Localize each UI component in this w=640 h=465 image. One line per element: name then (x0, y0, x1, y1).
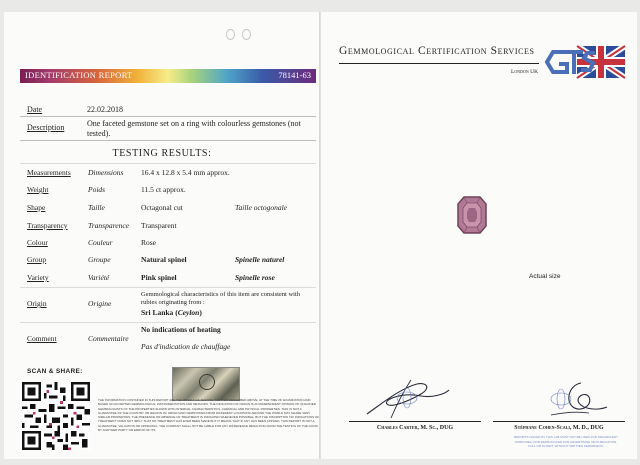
result-row-group (4, 251, 320, 269)
row-value: Octagonal cut (141, 203, 183, 212)
qr-code-icon[interactable] (22, 382, 90, 450)
row-label-fr: Variété (88, 273, 110, 282)
union-flag-icon (577, 46, 625, 78)
row-label: Colour (27, 238, 48, 247)
testing-results-heading: TESTING RESULTS: (112, 148, 212, 159)
signature-cohen-scali (531, 377, 611, 421)
row-value-fr: Spinelle naturel (235, 255, 285, 264)
origin-country-fr: Ceylon (177, 308, 200, 317)
punch-hole (242, 29, 251, 40)
row-label: Variety (27, 273, 49, 282)
gemstone-photo (456, 195, 488, 235)
report-left-page (4, 12, 320, 459)
row-label-fr: Dimensions (88, 168, 124, 177)
origin-country: Sri Lanka (141, 308, 174, 317)
row-label-fr: Groupe (88, 255, 111, 264)
date-value: 22.02.2018 (87, 105, 123, 114)
row-label: Comment (27, 334, 57, 343)
result-row-colour (4, 234, 320, 252)
row-value: 16.4 x 12.8 x 5.4 mm approx. (141, 168, 230, 177)
punch-hole (226, 29, 235, 40)
row-label: Weight (27, 185, 49, 194)
row-label-fr: Taille (88, 203, 105, 212)
lab-name: Gemmological Certification Services (339, 45, 535, 57)
comment-value-fr: Pas d'indication de chauffage (141, 342, 231, 351)
signatory-name: Charles Carter, M. Sc., DUG (376, 425, 454, 431)
row-label: Transparency (27, 221, 68, 230)
result-row-transparency (4, 217, 320, 235)
row-label-fr: Origine (88, 299, 112, 308)
divider (20, 140, 316, 141)
report-banner (20, 69, 316, 83)
divider (20, 116, 316, 117)
description-label: Description (27, 123, 65, 132)
disclaimer-text: THE INFORMATION CONTAINED IN THIS REPORT ARE THE RESULT OF TESTING THE ITEM DESCRIBED ABOVE, AT THE TIME OF EXAMINATION AND BASED ON ACCEPTED GEMMOLOGICAL INSTRUMENTATION AND METHODS. THE INDICATION OF ORIGIN IS AN INDEPENDENT OPINION OF QUALIFIED GEMMOLOGISTS OF THE PROPERTIES SHOWN WITH INTERNAL CHARACTERISTICS, CHEMICAL AND PHYSICAL PROPERTIES. THIS IS NOT A GUARANTEE OF THE COUNTRY OR REGION OF ORIGIN AND GEMSTONES FROM DIFFERENT LOCATIONS AROUND THE WORLD MAY SHARE VERY SIMILAR PROPERTIES. THE PRESENCE OR ABSENCE OF TREATMENT IS INDICATED WHENEVER POSSIBLE, BUT THE INSCRIPTION 'NO INDICATIONS OF TREATMENT' DOES NOT IMPLY THAT NO TREATMENT HAS EVER BEEN MADE BUT IT MEANS THAT IF ANY HAS BEEN APPLIED, THIS REPORT IS NOT A GUARANTEE, VALUATION OR APPRAISAL. THE COMPANY SHALL NOT BE LIABLE FOR ANY DIFFERENCE RESULTING FROM THE TESTING OF THE GOOD BY ANOTHER PARTY OR ERROR OF ITS. (98, 398, 319, 433)
scan-share-label: SCAN & SHARE: (27, 368, 83, 375)
report-right-page (320, 12, 637, 459)
signature-note: REPORTS ISSUED BY THIS LAB MUST NOT BE USED FOR FRAUDULENT PURPOSES, NOR REPRODUCED FOR ADVERTISING OR PUBLICATION, FULL OR IN PART, WITHOUT WRITTEN PERMISSION. (514, 435, 618, 448)
date-label: Date (27, 105, 43, 114)
lab-city: London UK (511, 69, 539, 75)
row-value: Pink spinel (141, 273, 177, 282)
row-value: Natural spinel (141, 255, 187, 264)
report-title: IDENTIFICATION REPORT (25, 70, 133, 80)
signatory-name: Stéphane Cohen-Scali, M. D., DUG (514, 425, 604, 431)
row-value: Rose (141, 238, 156, 247)
row-label-fr: Poids (88, 185, 106, 194)
row-value: Transparent (141, 221, 177, 230)
row-value: 11.5 ct approx. (141, 185, 186, 194)
signature-carter (361, 374, 451, 422)
lab-name-underline (339, 63, 539, 64)
row-label: Measurements (27, 168, 71, 177)
row-label-fr: Transparence (88, 221, 129, 230)
row-value-fr: Taille octogonale (235, 203, 288, 212)
divider (20, 287, 316, 288)
row-label: Origin (27, 299, 47, 308)
signature-line (493, 421, 625, 422)
result-row-variety (4, 269, 320, 287)
origin-value: Sri Lanka (Ceylon) (141, 308, 202, 317)
actual-size-caption: Actual size (529, 273, 561, 280)
description-value: One faceted gemstone set on a ring with colourless gemstones (not tested). (87, 119, 301, 138)
report-number: 78141-63 (278, 70, 311, 80)
hologram-icon (172, 367, 240, 401)
comment-value: No indications of heating (141, 325, 221, 334)
row-label: Shape (27, 203, 46, 212)
result-row-weight (4, 181, 320, 199)
divider (20, 322, 316, 323)
row-label-fr: Couleur (88, 238, 113, 247)
row-label: Group (27, 255, 47, 264)
hologram-seal (199, 374, 215, 390)
gcs-logo-icon (543, 44, 627, 80)
row-label-fr: Commentaire (88, 334, 129, 343)
signature-line (349, 421, 481, 422)
result-row-measurements (4, 164, 320, 182)
origin-statement: Gemmological characteristics of this item are consistent with rubies originating from : (141, 291, 301, 306)
row-value-fr: Spinelle rose (235, 273, 275, 282)
result-row-shape (4, 199, 320, 217)
